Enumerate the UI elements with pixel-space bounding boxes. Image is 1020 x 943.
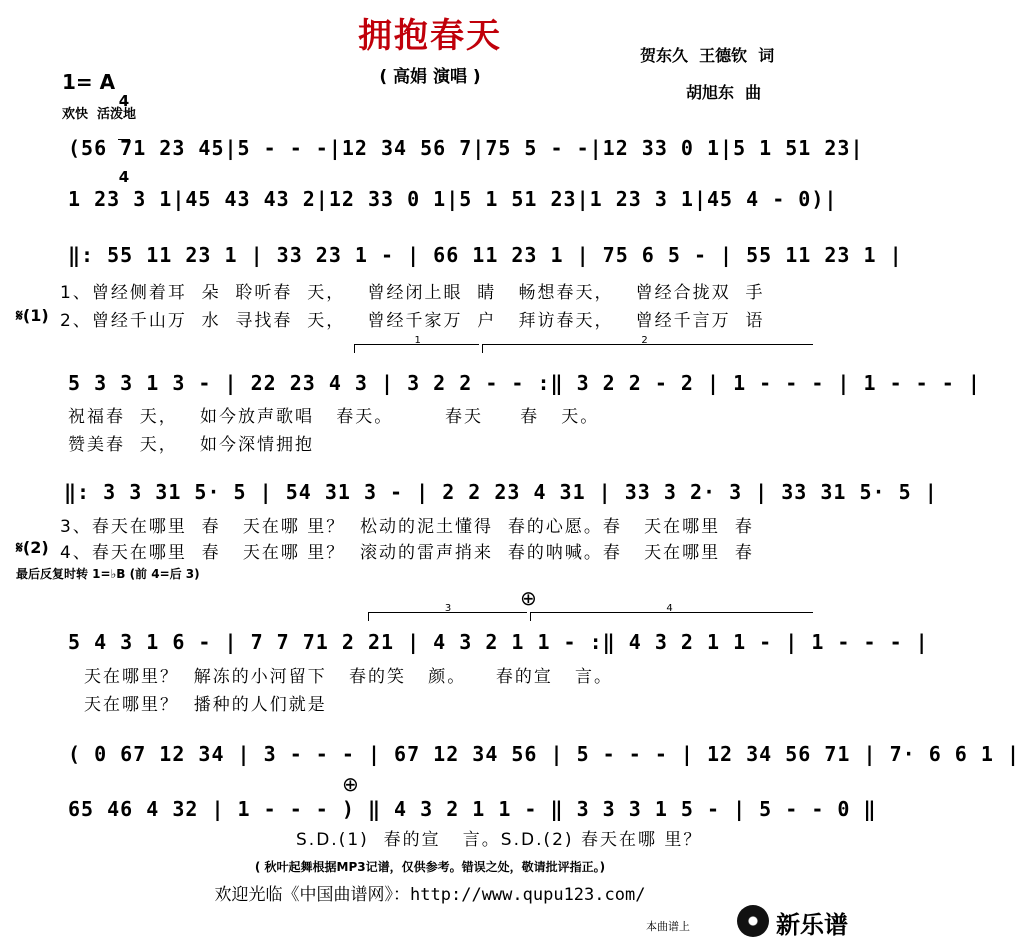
segno-sign-1: 𝄋(1): [16, 306, 49, 325]
lyrics-verse-2: 2、曾经千山万 水 寻找春 天， 曾经千家万 户 拜访春天， 曾经千言万 语: [60, 311, 765, 331]
verse-melody-2: 5 3 3 1 3 - | 22 23 4 3 | 3 2 2 - - :‖ 3 2 2 - 2 | 1 - - - | 1 - - - |: [68, 371, 981, 395]
site-credit: 欢迎光临《中国曲谱网》：http://www.qupu123.com/: [214, 885, 646, 905]
chorus-melody-2: 5 4 3 1 6 - | 7 7 71 2 21 | 4 3 2 1 1 - :‖ 4 3 2 1 1 - | 1 - - - |: [68, 630, 929, 654]
uploader-label: 本曲谱上: [646, 920, 690, 933]
segno-sign-2: 𝄋(2): [16, 538, 49, 557]
brand-name: 新乐谱: [776, 911, 848, 939]
volta-2: 2: [482, 344, 813, 353]
volta-4: 4: [530, 612, 813, 621]
time-signature: 4 4: [118, 92, 130, 186]
interlude-line: ( 0 67 12 34 | 3 - - - | 67 12 34 56 | 5 - - - | 12 34 56 71 | 7· 6 6 1 |: [68, 742, 1020, 766]
tempo-marking: 欢快 活泼地: [62, 107, 137, 122]
volta-1: 1: [354, 344, 479, 353]
lyrics-chorus-2: 4、春天在哪里 春 天在哪 里？ 滚动的雷声捎来 春的呐喊。春 天在哪里 春: [60, 543, 754, 563]
lyrics-verse-2-b: 赞美春 天， 如今深情拥抱: [68, 435, 315, 455]
lyrics-verse-1: 1、曾经侧着耳 朵 聆听春 天， 曾经闭上眼 睛 畅想春天， 曾经合拢双 手: [60, 283, 765, 303]
transcriber-note: ( 秋叶起舞根据MP3记谱，仅供参考。错误之处，敬请批评指正。): [254, 860, 606, 874]
song-title: 拥抱春天: [358, 16, 502, 56]
lyrics-verse-1-b: 祝福春 天， 如今放声歌唱 春天。 春天 春 天。: [68, 407, 600, 427]
composer: 胡旭东 曲: [686, 83, 762, 102]
lyrics-chorus-2-b: 天在哪里？ 播种的人们就是: [84, 695, 327, 715]
volta-3: 3: [368, 612, 527, 621]
lyrics-chorus-1-b: 天在哪里？ 解冻的小河留下 春的笑 颜。 春的宣 言。: [84, 667, 614, 687]
intro-line-1: (56 71 23 45|5 - - -|12 34 56 7|75 5 - -|12 33 0 1|5 1 51 23|: [68, 136, 864, 160]
intro-line-2: 1 23 3 1|45 43 43 2|12 33 0 1|5 1 51 23|1 23 3 1|45 4 - 0)|: [68, 187, 838, 211]
verse-melody-1: ‖: 55 11 23 1 | 33 23 1 - | 66 11 23 1 | 75 6 5 - | 55 11 23 1 |: [68, 243, 903, 267]
record-logo-icon: [737, 905, 769, 937]
coda-sign-1: ⊕: [520, 586, 537, 610]
repeat-key-note: 最后反复时转 1=♭B (前 4=后 3): [16, 567, 200, 581]
lyrics-chorus-1: 3、春天在哪里 春 天在哪 里？ 松动的泥土懂得 春的心愿。春 天在哪里 春: [60, 517, 754, 537]
coda-sign-2: ⊕: [342, 772, 359, 796]
chorus-melody-1: ‖: 3 3 31 5· 5 | 54 31 3 - | 2 2 23 4 31 | 33 3 2· 3 | 33 31 5· 5 |: [64, 480, 938, 504]
performer: ( 高娟 演唱 ): [379, 67, 481, 87]
ending-line: 65 46 4 32 | 1 - - - ) ‖ 4 3 2 1 1 - ‖ 3 3 3 1 5 - | 5 - - 0 ‖: [68, 797, 877, 821]
ending-lyrics: S.D.(1) 春的宣 言。S.D.(2) 春天在哪 里？: [296, 830, 703, 850]
key-signature: 1= A: [62, 70, 116, 94]
lyricist: 贺东久 王德钦 词: [640, 46, 775, 65]
